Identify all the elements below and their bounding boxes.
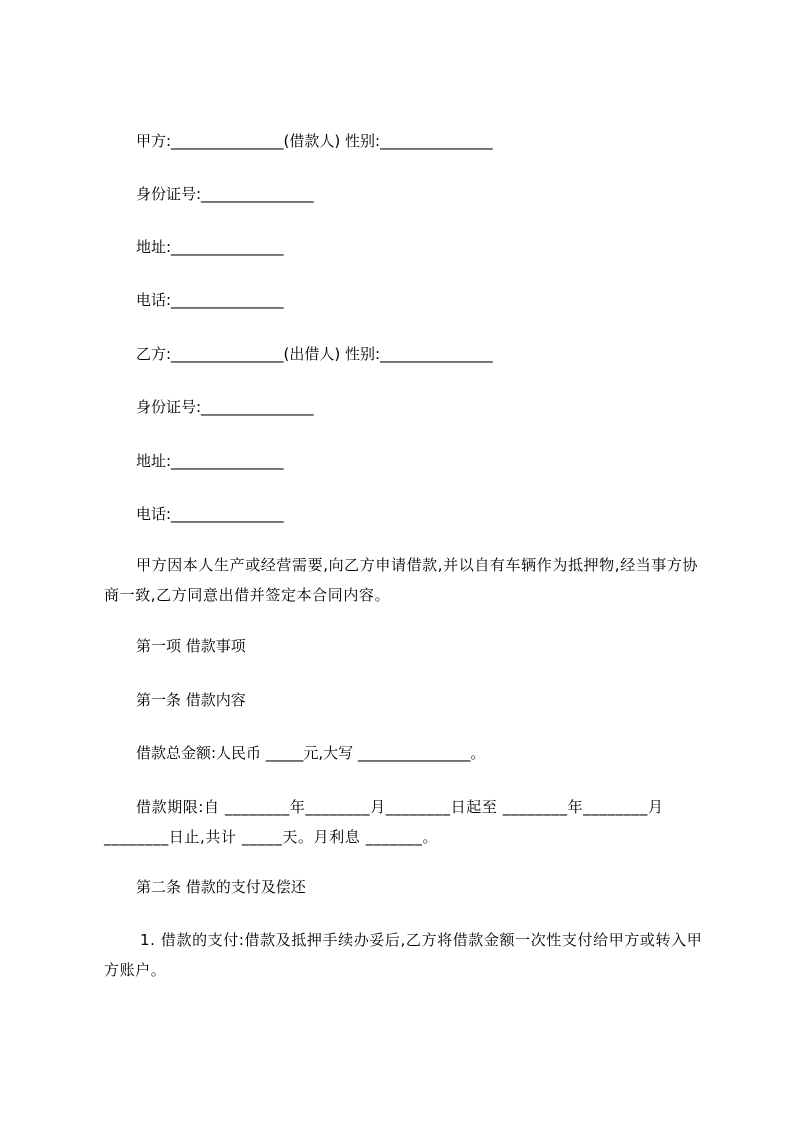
party-a-address: 地址:_______________ xyxy=(136,238,284,256)
preamble-paragraph: 甲方因本人生产或经营需要,向乙方申请借款,并以自有车辆作为抵押物,经当事方协商一致,乙方同意出借并签定本合同内容。 xyxy=(104,556,699,604)
loan-amount: 借款总金额:人民币 _____元,大写 _______________。 xyxy=(136,744,486,762)
party-b-phone: 电话:_______________ xyxy=(136,505,284,523)
party-b-address: 地址:_______________ xyxy=(136,452,284,470)
party-a-phone: 电话:_______________ xyxy=(136,291,284,309)
section-1-title: 第一项 借款事项 xyxy=(136,637,246,655)
loan-term-paragraph: 借款期限:自 ________年________月________日起至 ________年________月________日止,共计 _____天。月利息 _______。 xyxy=(104,798,664,846)
article-1-title: 第一条 借款内容 xyxy=(136,691,246,709)
party-a-id: 身份证号:_______________ xyxy=(136,185,314,203)
party-b-line: 乙方:_______________(出借人) 性别:_______________ xyxy=(136,345,493,363)
article-2-title: 第二条 借款的支付及偿还 xyxy=(136,878,306,896)
party-a-line: 甲方:_______________(借款人) 性别:_______________ xyxy=(136,132,493,150)
party-b-id: 身份证号:_______________ xyxy=(136,398,314,416)
payment-item-1: 1. 借款的支付:借款及抵押手续办妥后,乙方将借款金额一次性支付给甲方或转入甲方账户。 xyxy=(104,931,703,979)
